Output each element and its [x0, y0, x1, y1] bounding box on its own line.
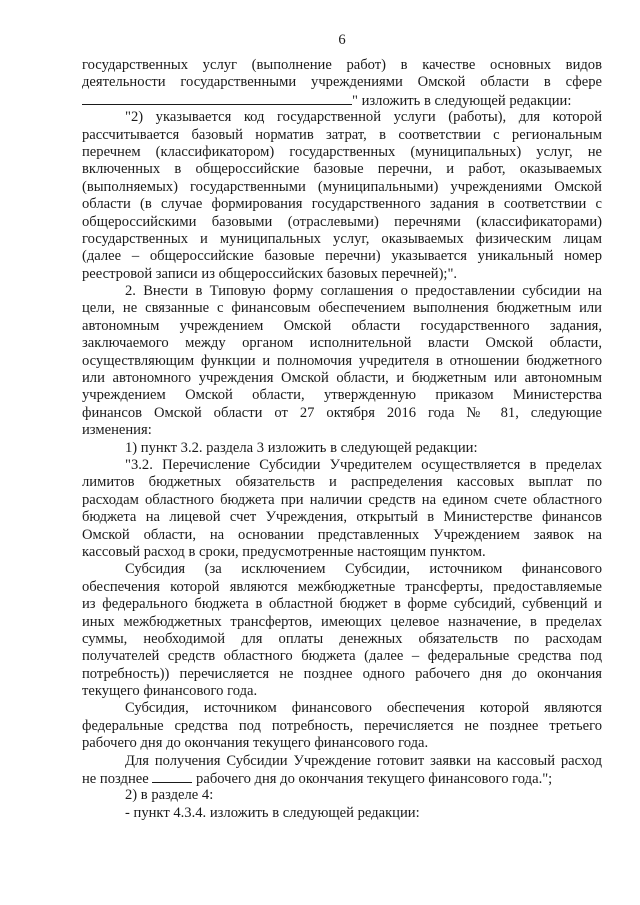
text-line: - пункт 4.3.4. изложить в следующей редакции:	[125, 804, 420, 821]
text-line: общероссийскими базовыми (отраслевыми) перечнями (классификаторами)	[82, 213, 602, 230]
text-line: текущего финансового года.	[82, 683, 258, 700]
text-line: Омской области, на основании представленных Учреждением заявок на	[82, 526, 602, 543]
fill-in-blank	[152, 770, 192, 783]
text-line: федеральные средства под потребность, перечисляется не позднее третьего	[82, 717, 602, 734]
text-line: финансов Омской области от 27 октября 2016 года № 81, следующие	[82, 404, 602, 421]
text-fragment: не позднее	[82, 771, 149, 788]
text-line: (далее – общероссийские базовые перечни) указывается уникальный номер	[82, 248, 602, 265]
text-line-with-blank	[82, 92, 602, 109]
fill-in-blank	[82, 92, 352, 105]
text-line: расходам областного бюджета при наличии средств на едином счете областного	[82, 491, 602, 508]
text-line: обеспечения которой являются межбюджетные трансферты, предоставляемые	[82, 578, 602, 595]
text-line: заключаемого между органом исполнительной власти Омской области,	[82, 335, 602, 352]
text-line: из федерального бюджета в областной бюджет в форме субсидий, субвенций и	[82, 596, 602, 613]
text-line: автономным учреждением Омской области государственного задания,	[82, 317, 602, 334]
text-fragment: рабочего дня до окончания текущего финансового года.";	[196, 771, 553, 788]
text-line: Субсидия, источником финансового обеспечения которой являются	[125, 700, 602, 717]
text-line: государственных и муниципальных услуг, оказываемых физическим лицам	[82, 230, 602, 247]
text-line: учреждением Омской области, утвержденную приказом Министерства	[82, 387, 602, 404]
text-line: рабочего дня до окончания текущего финансового года.	[82, 735, 429, 752]
text-line: перечнем (классификатором) государственных (муниципальных) услуг, не	[82, 143, 602, 160]
text-fragment: " изложить в следующей редакции:	[352, 92, 572, 109]
text-line: лимитов бюджетных обязательств и распределения кассовых выплат по	[82, 474, 602, 491]
document-body	[82, 57, 602, 822]
text-line: области (в случае формирования государственного задания в соответствии с	[82, 196, 602, 213]
text-line: потребность)) перечисляется не позднее одного рабочего дня до окончания	[82, 665, 602, 682]
text-line: 1) пункт 3.2. раздела 3 изложить в следующей редакции:	[125, 439, 478, 456]
text-line: реестровой записи из общероссийских базовых перечней);".	[82, 265, 458, 282]
text-line: Для получения Субсидии Учреждение готовит заявки на кассовый расход	[125, 752, 602, 769]
text-line: Субсидия (за исключением Субсидии, источником финансового	[125, 561, 602, 578]
text-line: получателей средств областного бюджета (далее – федеральные средства под	[82, 648, 602, 665]
text-line: (выполняемых) государственными (муниципальными) учреждениями Омской	[82, 178, 602, 195]
text-line: "2) указывается код государственной услуги (работы), для которой	[125, 109, 602, 126]
text-line: 2. Внести в Типовую форму соглашения о предоставлении субсидии на	[125, 283, 602, 300]
text-line: государственных услуг (выполнение работ) в качестве основных видов	[82, 57, 602, 73]
text-line: суммы, необходимой для оплаты денежных обязательств по расходам	[82, 630, 602, 647]
text-line: кассовый расход в сроки, предусмотренные настоящим пунктом.	[82, 543, 486, 560]
text-line: осуществляющим функции и полномочия учредителя в отношении бюджетного	[82, 352, 602, 369]
text-line: "3.2. Перечисление Субсидии Учредителем осуществляется в пределах	[125, 456, 602, 473]
text-line: включенных в общероссийские базовые перечни, и работ, оказываемых	[82, 161, 602, 178]
text-line: 2) в разделе 4:	[125, 787, 214, 804]
text-line: или автономного учреждения Омской области, и бюджетным или автономным	[82, 370, 602, 387]
text-line: деятельности государственными учреждениями Омской области в сфере	[82, 74, 602, 91]
text-line: иных межбюджетных трансфертов, имеющих целевое назначение, в пределах	[82, 613, 602, 630]
text-line-with-blank	[82, 770, 602, 787]
text-line: рассчитывается базовый норматив затрат, в соответствии с региональным	[82, 126, 602, 143]
text-line: бюджета на лицевой счет Учреждения, открытый в Министерстве финансов	[82, 509, 602, 526]
text-line: цели, не связанные с финансовым обеспечением выполнения бюджетным или	[82, 300, 602, 317]
text-line: изменения:	[82, 422, 152, 439]
page-number: 6	[338, 32, 346, 48]
